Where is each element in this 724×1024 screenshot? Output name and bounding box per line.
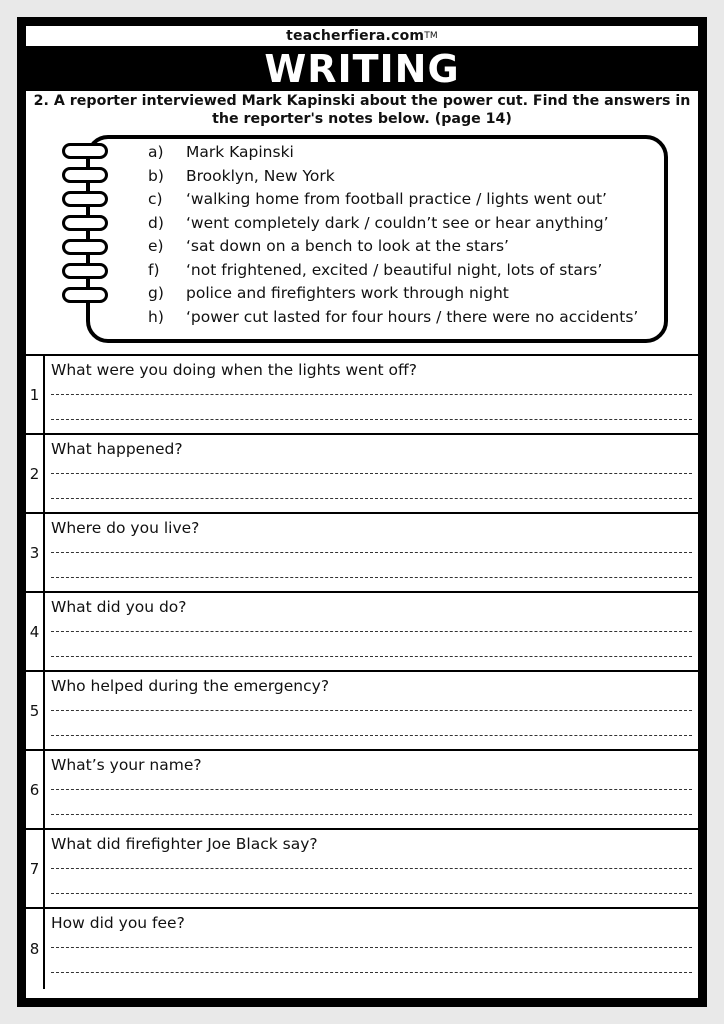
- question-text: What happened?: [51, 440, 183, 458]
- note-letter: h): [148, 307, 164, 326]
- question-number: 5: [26, 672, 45, 749]
- ring-icon: [62, 191, 108, 207]
- note-letter: d): [148, 213, 164, 232]
- answer-line[interactable]: [51, 972, 692, 973]
- note-text: police and firefighters work through night: [186, 284, 509, 302]
- note-text: ‘power cut lasted for four hours / there were no accidents’: [186, 307, 639, 326]
- question-number: 8: [26, 909, 45, 989]
- note-item: [148, 188, 638, 212]
- answer-line[interactable]: [51, 473, 692, 474]
- question-text: What’s your name?: [51, 756, 202, 774]
- ring-icon: [62, 239, 108, 255]
- answer-line[interactable]: [51, 814, 692, 815]
- note-letter: e): [148, 237, 164, 255]
- question-body: [45, 672, 698, 749]
- answer-line[interactable]: [51, 552, 692, 553]
- note-item: [148, 235, 638, 259]
- answer-line[interactable]: [51, 656, 692, 657]
- answer-line[interactable]: [51, 419, 692, 420]
- answer-line[interactable]: [51, 789, 692, 790]
- question-number: 1: [26, 356, 45, 433]
- worksheet-content: [26, 91, 698, 998]
- question-body: [45, 593, 698, 670]
- questions-table: [26, 354, 698, 998]
- page-title: WRITING: [264, 47, 460, 91]
- note-item: [148, 282, 638, 306]
- question-body: [45, 830, 698, 907]
- answer-line[interactable]: [51, 868, 692, 869]
- note-text: ‘not frightened, excited / beautiful night, lots of stars’: [186, 260, 603, 279]
- note-text: Brooklyn, New York: [186, 166, 335, 185]
- answer-line[interactable]: [51, 947, 692, 948]
- ring-icon: [62, 287, 108, 303]
- question-text: What were you doing when the lights went off?: [51, 361, 417, 379]
- question-body: [45, 356, 698, 433]
- question-text: What did firefighter Joe Black say?: [51, 835, 318, 853]
- note-letter: f): [148, 260, 160, 279]
- ring-icon: [62, 143, 108, 159]
- question-number: 2: [26, 435, 45, 512]
- note-text: ‘went completely dark / couldn’t see or hear anything’: [186, 213, 609, 232]
- ring-icon: [62, 167, 108, 183]
- question-number: 4: [26, 593, 45, 670]
- question-body: [45, 909, 698, 989]
- note-item: [148, 259, 638, 283]
- question-text: Where do you live?: [51, 519, 200, 537]
- note-item: [148, 306, 638, 330]
- question-text: Who helped during the emergency?: [51, 677, 330, 695]
- notepad-rings: [62, 143, 114, 311]
- question-row: [26, 830, 698, 909]
- reporter-notepad: [62, 135, 668, 343]
- question-number: 6: [26, 751, 45, 828]
- question-text: What did you do?: [51, 598, 187, 616]
- answer-line[interactable]: [51, 735, 692, 736]
- worksheet-page: [17, 17, 707, 1007]
- answer-line[interactable]: [51, 631, 692, 632]
- question-row: [26, 356, 698, 435]
- note-item: [148, 212, 638, 236]
- note-text: ‘sat down on a bench to look at the stars’: [186, 237, 509, 255]
- note-item: [148, 141, 638, 165]
- site-name: teacherfiera.com: [286, 28, 425, 44]
- question-body: [45, 435, 698, 512]
- question-text: How did you fee?: [51, 914, 185, 932]
- notes-list: [148, 141, 638, 329]
- note-text: Mark Kapinski: [186, 143, 294, 161]
- question-row: [26, 593, 698, 672]
- question-row: [26, 751, 698, 830]
- trademark: TM: [424, 31, 438, 41]
- question-number: 3: [26, 514, 45, 591]
- answer-line[interactable]: [51, 394, 692, 395]
- ring-icon: [62, 263, 108, 279]
- question-number: 7: [26, 830, 45, 907]
- question-row: [26, 514, 698, 593]
- note-letter: c): [148, 190, 163, 208]
- instruction-text: 2. A reporter interviewed Mark Kapinski about the power cut. Find the answers in the reporter's notes below. (page 14): [33, 93, 691, 127]
- note-text: ‘walking home from football practice / lights went out’: [186, 190, 607, 208]
- note-item: [148, 165, 638, 189]
- question-body: [45, 514, 698, 591]
- answer-line[interactable]: [51, 577, 692, 578]
- question-row: [26, 909, 698, 989]
- question-row: [26, 435, 698, 514]
- site-banner: [26, 26, 698, 46]
- question-row: [26, 672, 698, 751]
- note-letter: g): [148, 284, 164, 302]
- note-letter: b): [148, 166, 164, 185]
- question-body: [45, 751, 698, 828]
- answer-line[interactable]: [51, 893, 692, 894]
- answer-line[interactable]: [51, 498, 692, 499]
- answer-line[interactable]: [51, 710, 692, 711]
- note-letter: a): [148, 143, 164, 161]
- ring-icon: [62, 215, 108, 231]
